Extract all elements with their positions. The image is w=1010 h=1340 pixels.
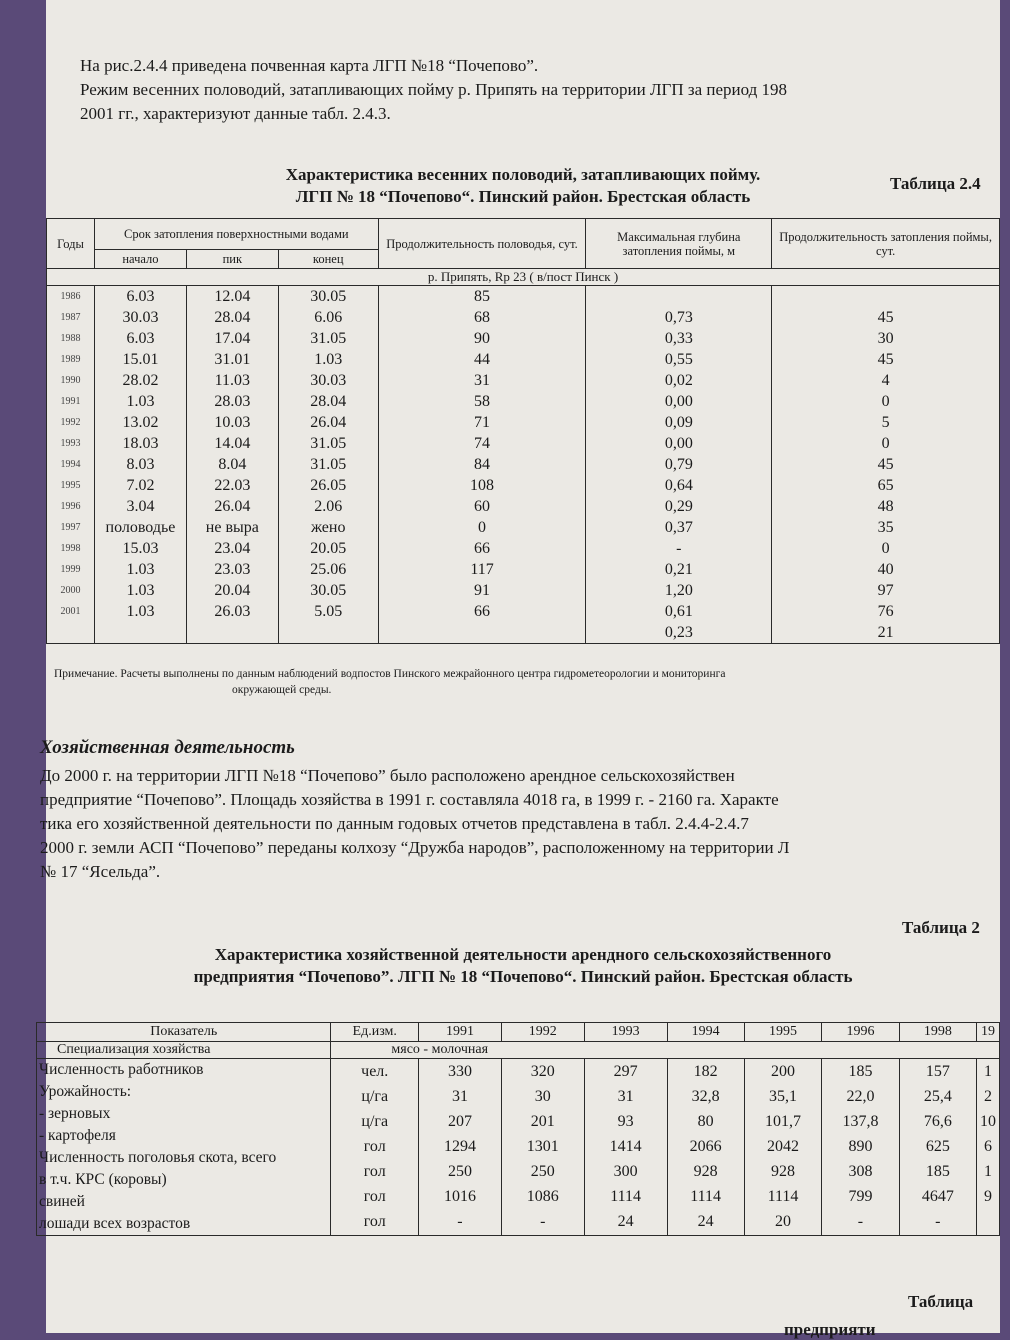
indicator-label: - зерновых bbox=[39, 1105, 111, 1122]
cell-peak: 12.04 bbox=[186, 286, 278, 308]
header-years: Годы bbox=[47, 219, 95, 269]
cell-end: 30.03 bbox=[278, 370, 378, 391]
cell-flood: 45 bbox=[772, 349, 1000, 370]
indicator-label: Урожайность: bbox=[39, 1083, 132, 1100]
cell-value: 625 bbox=[925, 1138, 950, 1155]
cell-end: 26.04 bbox=[278, 412, 378, 433]
cell-value: 137,8 bbox=[842, 1113, 879, 1130]
cell-value: 35,1 bbox=[768, 1088, 797, 1105]
header-duration: Продолжительность половодья, сут. bbox=[378, 219, 586, 269]
cell-value: 2042 bbox=[766, 1138, 799, 1155]
table-row bbox=[47, 391, 1000, 412]
cell-value: 200 bbox=[770, 1063, 795, 1080]
cell-peak: 8.04 bbox=[186, 454, 278, 475]
cell-peak: 28.04 bbox=[186, 307, 278, 328]
cell-end: 31.05 bbox=[278, 328, 378, 349]
cell-value: 928 bbox=[693, 1163, 718, 1180]
cell-depth: 0,23 bbox=[586, 622, 772, 644]
indicator-label: свиней bbox=[39, 1193, 85, 1210]
cell-depth: - bbox=[586, 538, 772, 559]
unit-value: ц/га bbox=[361, 1113, 389, 1130]
cell-peak: 22.03 bbox=[186, 475, 278, 496]
unit-value: чел. bbox=[361, 1063, 389, 1080]
cell-end: 5.05 bbox=[278, 601, 378, 622]
cell-depth: 0,79 bbox=[586, 454, 772, 475]
cell-depth: 1,20 bbox=[586, 580, 772, 601]
cell-depth: 0,00 bbox=[586, 391, 772, 412]
cell-peak: 28.03 bbox=[186, 391, 278, 412]
header-cell: 19 bbox=[976, 1023, 999, 1042]
cell-start: 1.03 bbox=[94, 391, 186, 412]
table1-title-line: Характеристика весенних половодий, затапливающих пойму. bbox=[285, 165, 761, 184]
table-row bbox=[47, 517, 1000, 538]
cell-flood: 0 bbox=[772, 538, 1000, 559]
unit-value: гол bbox=[363, 1163, 386, 1180]
year-column bbox=[976, 1059, 999, 1236]
header-cell: 1998 bbox=[899, 1023, 976, 1042]
cell-dur: 0 bbox=[378, 517, 586, 538]
cell-start: 30.03 bbox=[94, 307, 186, 328]
cell-depth: 0,29 bbox=[586, 496, 772, 517]
cell-value: 24 bbox=[697, 1213, 714, 1230]
cell-dur: 66 bbox=[378, 601, 586, 622]
year-column bbox=[744, 1059, 821, 1236]
body-line: 2000 г. земли АСП “Почепово” переданы колхозу “Дружба народов”, расположенному на территории Л bbox=[40, 838, 790, 857]
indicator-label: лошади всех возрастов bbox=[39, 1215, 191, 1232]
cell-dur: 68 bbox=[378, 307, 586, 328]
cell-flood: 0 bbox=[772, 433, 1000, 454]
cell-peak: 10.03 bbox=[186, 412, 278, 433]
year-column bbox=[419, 1059, 502, 1236]
cell-end: 30.05 bbox=[278, 286, 378, 308]
unit-value: гол bbox=[363, 1188, 386, 1205]
cell-depth bbox=[586, 286, 772, 308]
cell-value: 1016 bbox=[443, 1188, 476, 1205]
cell-value: 330 bbox=[447, 1063, 472, 1080]
cell-value: 799 bbox=[848, 1188, 873, 1205]
year-column bbox=[822, 1059, 899, 1236]
cell-value: 157 bbox=[925, 1063, 950, 1080]
unit-column bbox=[331, 1059, 419, 1236]
cell-value: 300 bbox=[613, 1163, 638, 1180]
cell-dur: 85 bbox=[378, 286, 586, 308]
cell-dur: 117 bbox=[378, 559, 586, 580]
cell-depth: 0,09 bbox=[586, 412, 772, 433]
cell-start: 8.03 bbox=[94, 454, 186, 475]
cell-value: - bbox=[457, 1213, 463, 1230]
table-row bbox=[47, 370, 1000, 391]
cell-value: 24 bbox=[617, 1213, 634, 1230]
cell-value: 207 bbox=[447, 1113, 472, 1130]
cell-flood: 4 bbox=[772, 370, 1000, 391]
table1-number: Таблица 2.4 bbox=[890, 174, 981, 193]
cell-start: 3.04 bbox=[94, 496, 186, 517]
table1-title-line: ЛГП № 18 “Почепово“. Пинский район. Брестская область bbox=[295, 187, 751, 206]
cell-value: 31 bbox=[617, 1088, 634, 1105]
cell-value: 31 bbox=[451, 1088, 468, 1105]
cell-peak: не выра bbox=[186, 517, 278, 538]
cell-depth: 0,37 bbox=[586, 517, 772, 538]
cell-start: 1.03 bbox=[94, 559, 186, 580]
flood-table bbox=[46, 218, 1000, 644]
cell-flood: 97 bbox=[772, 580, 1000, 601]
body-line: До 2000 г. на территории ЛГП №18 “Почепово” было расположено арендное сельскохозяйствен bbox=[40, 766, 735, 785]
cell-value: 25,4 bbox=[923, 1088, 952, 1105]
cell-flood bbox=[772, 286, 1000, 308]
intro-line: 2001 гг., характеризуют данные табл. 2.4.3. bbox=[80, 104, 391, 123]
cell-value: 1114 bbox=[690, 1188, 722, 1205]
cell-value: 20 bbox=[774, 1213, 791, 1230]
cell-flood: 45 bbox=[772, 307, 1000, 328]
cell-year: 1999 bbox=[47, 559, 95, 580]
indicator-label: в т.ч. КРС (коровы) bbox=[39, 1171, 167, 1188]
cell-value: 93 bbox=[617, 1113, 634, 1130]
cell-end: 25.06 bbox=[278, 559, 378, 580]
cell-dur bbox=[378, 622, 586, 644]
header-peak: пик bbox=[186, 250, 278, 269]
cell-end: 30.05 bbox=[278, 580, 378, 601]
header-depth: Максимальная глубина затопления поймы, м bbox=[586, 219, 772, 269]
cell-depth: 0,61 bbox=[586, 601, 772, 622]
cell-year: 1995 bbox=[47, 475, 95, 496]
cell-value: 22,0 bbox=[846, 1088, 875, 1105]
cell-start: 6.03 bbox=[94, 328, 186, 349]
cell-value: 6 bbox=[983, 1138, 992, 1155]
cell-start: 1.03 bbox=[94, 580, 186, 601]
table-row bbox=[47, 307, 1000, 328]
cell-value: 185 bbox=[925, 1163, 950, 1180]
header-cell: 1992 bbox=[501, 1023, 584, 1042]
cell-end: 28.04 bbox=[278, 391, 378, 412]
table-row bbox=[47, 601, 1000, 622]
cell-dur: 71 bbox=[378, 412, 586, 433]
unit-value: гол bbox=[363, 1213, 386, 1230]
cell-value: 1086 bbox=[526, 1188, 559, 1205]
cell-value: 1114 bbox=[767, 1188, 799, 1205]
cell-value: 32,8 bbox=[691, 1088, 720, 1105]
cell-value: 185 bbox=[848, 1063, 873, 1080]
section-heading: Хозяйственная деятельность bbox=[40, 737, 295, 758]
economy-table bbox=[36, 1022, 1000, 1236]
cell-peak: 20.04 bbox=[186, 580, 278, 601]
specialization-label: Специализация хозяйства bbox=[37, 1042, 331, 1059]
table2-title-line: Характеристика хозяйственной деятельности арендного сельскохозяйственного bbox=[214, 945, 832, 964]
header-cell: 1994 bbox=[667, 1023, 744, 1042]
cell-value: 1301 bbox=[526, 1138, 559, 1155]
cell-depth: 0,02 bbox=[586, 370, 772, 391]
cell-value: 320 bbox=[530, 1063, 555, 1080]
body-line: № 17 “Ясельда”. bbox=[40, 862, 161, 881]
note-line: окружающей среды. bbox=[232, 684, 332, 696]
note-line: Примечание. Расчеты выполнены по данным наблюдений водпостов Пинского межрайонного центра гидрометеорологии и мониторинга bbox=[54, 668, 726, 680]
table-row bbox=[47, 286, 1000, 308]
indicator-label: Численность работников bbox=[39, 1061, 204, 1078]
cell-dur: 58 bbox=[378, 391, 586, 412]
unit-value: гол bbox=[363, 1138, 386, 1155]
cell-value: 9 bbox=[983, 1188, 992, 1205]
cell-value: 2 bbox=[983, 1088, 992, 1105]
cell-year bbox=[47, 622, 95, 644]
header-cell: 1993 bbox=[584, 1023, 667, 1042]
cell-year: 1987 bbox=[47, 307, 95, 328]
cell-value: 30 bbox=[534, 1088, 551, 1105]
cell-value: - bbox=[935, 1213, 941, 1230]
cell-year: 1991 bbox=[47, 391, 95, 412]
cell-year: 2000 bbox=[47, 580, 95, 601]
cell-start: 15.03 bbox=[94, 538, 186, 559]
cell-start bbox=[94, 622, 186, 644]
cell-start: 15.01 bbox=[94, 349, 186, 370]
year-column bbox=[501, 1059, 584, 1236]
cell-dur: 84 bbox=[378, 454, 586, 475]
cell-flood: 65 bbox=[772, 475, 1000, 496]
cell-peak: 14.04 bbox=[186, 433, 278, 454]
year-column bbox=[584, 1059, 667, 1236]
cell-depth: 0,73 bbox=[586, 307, 772, 328]
cell-flood: 48 bbox=[772, 496, 1000, 517]
cell-year: 2001 bbox=[47, 601, 95, 622]
table2-title bbox=[46, 944, 1000, 988]
cell-value: 201 bbox=[530, 1113, 555, 1130]
cell-depth: 0,55 bbox=[586, 349, 772, 370]
cell-year: 1989 bbox=[47, 349, 95, 370]
cell-end: 26.05 bbox=[278, 475, 378, 496]
section-body bbox=[40, 764, 1000, 884]
cell-dur: 74 bbox=[378, 433, 586, 454]
header-end: конец bbox=[278, 250, 378, 269]
cell-year: 1986 bbox=[47, 286, 95, 308]
cell-value bbox=[979, 1209, 997, 1234]
cell-value: 1414 bbox=[609, 1138, 642, 1155]
cell-value: 1 bbox=[983, 1163, 992, 1180]
cell-start: 7.02 bbox=[94, 475, 186, 496]
cell-flood: 35 bbox=[772, 517, 1000, 538]
cell-start: 6.03 bbox=[94, 286, 186, 308]
cell-flood: 30 bbox=[772, 328, 1000, 349]
cell-end: 2.06 bbox=[278, 496, 378, 517]
cell-end bbox=[278, 622, 378, 644]
header-start: начало bbox=[94, 250, 186, 269]
header-cell: Ед.изм. bbox=[331, 1023, 419, 1042]
cell-value: 80 bbox=[697, 1113, 714, 1130]
table2-title-line: предприятия “Почепово”. ЛГП № 18 “Почепово“. Пинский район. Брестская область bbox=[193, 967, 853, 986]
cell-value: 1114 bbox=[610, 1188, 641, 1205]
table2-number: Таблица 2 bbox=[902, 918, 980, 937]
cell-peak bbox=[186, 622, 278, 644]
cell-dur: 31 bbox=[378, 370, 586, 391]
cell-year: 1992 bbox=[47, 412, 95, 433]
specialization-value: мясо - молочная bbox=[331, 1042, 1000, 1059]
cell-depth: 0,00 bbox=[586, 433, 772, 454]
cell-value: - bbox=[857, 1213, 864, 1230]
table-row bbox=[47, 454, 1000, 475]
cell-flood: 76 bbox=[772, 601, 1000, 622]
cell-value: 1 bbox=[983, 1063, 992, 1080]
cell-peak: 23.03 bbox=[186, 559, 278, 580]
cell-start: 1.03 bbox=[94, 601, 186, 622]
cell-flood: 0 bbox=[772, 391, 1000, 412]
intro-line: Режим весенних половодий, затапливающих пойму р. Припять на территории ЛГП за период 198 bbox=[80, 80, 788, 99]
unit-value: ц/га bbox=[361, 1088, 389, 1105]
table-row bbox=[47, 475, 1000, 496]
river-row: р. Припять, Rp 23 ( в/пост Пинск ) bbox=[47, 269, 1000, 286]
cell-peak: 11.03 bbox=[186, 370, 278, 391]
header-term: Срок затопления поверхностными водами bbox=[94, 219, 378, 250]
cell-flood: 45 bbox=[772, 454, 1000, 475]
cell-value: 250 bbox=[447, 1163, 472, 1180]
table1-title bbox=[46, 164, 1000, 208]
table-row bbox=[47, 622, 1000, 644]
table-row bbox=[47, 412, 1000, 433]
cell-flood: 21 bbox=[772, 622, 1000, 644]
cell-year: 1996 bbox=[47, 496, 95, 517]
cell-flood: 5 bbox=[772, 412, 1000, 433]
cell-end: жено bbox=[278, 517, 378, 538]
indicator-label: Численность поголовья скота, всего bbox=[39, 1149, 277, 1166]
book-page bbox=[39, 0, 1000, 1339]
cell-peak: 26.03 bbox=[186, 601, 278, 622]
header-cell: 1995 bbox=[744, 1023, 821, 1042]
header-cell: 1991 bbox=[419, 1023, 502, 1042]
year-column bbox=[667, 1059, 744, 1236]
year-column bbox=[899, 1059, 976, 1236]
cell-end: 31.05 bbox=[278, 433, 378, 454]
cell-value: 928 bbox=[770, 1163, 795, 1180]
cell-year: 1988 bbox=[47, 328, 95, 349]
cell-year: 1998 bbox=[47, 538, 95, 559]
table-row bbox=[47, 496, 1000, 517]
cell-dur: 90 bbox=[378, 328, 586, 349]
cell-dur: 44 bbox=[378, 349, 586, 370]
cell-year: 1994 bbox=[47, 454, 95, 475]
table-row bbox=[47, 349, 1000, 370]
cell-peak: 23.04 bbox=[186, 538, 278, 559]
cell-value: 101,7 bbox=[764, 1113, 801, 1130]
cell-value: - bbox=[540, 1213, 546, 1230]
indicator-label: - картофеля bbox=[39, 1127, 116, 1144]
table-row bbox=[47, 538, 1000, 559]
cell-value: 2066 bbox=[689, 1138, 722, 1155]
table-row bbox=[47, 433, 1000, 454]
cell-year: 1990 bbox=[47, 370, 95, 391]
intro-text bbox=[80, 54, 1010, 126]
cell-value: 4647 bbox=[921, 1188, 954, 1205]
body-line: предприятие “Почепово”. Площадь хозяйства в 1991 г. составляла 4018 га, в 1999 г. - 2160 га. Характе bbox=[40, 790, 779, 809]
cell-value: 308 bbox=[848, 1163, 873, 1180]
cell-start: 13.02 bbox=[94, 412, 186, 433]
table-row bbox=[47, 580, 1000, 601]
cell-value: 250 bbox=[530, 1163, 555, 1180]
cell-year: 1993 bbox=[47, 433, 95, 454]
body-line: тика его хозяйственной деятельности по данным годовых отчетов представлена в табл. 2.4.4-2.4.7 bbox=[40, 814, 749, 833]
cell-depth: 0,33 bbox=[586, 328, 772, 349]
cell-flood: 40 bbox=[772, 559, 1000, 580]
cell-value: 182 bbox=[693, 1063, 718, 1080]
cell-value: 1294 bbox=[443, 1138, 476, 1155]
cell-value: 76,6 bbox=[923, 1113, 952, 1130]
cell-year: 1997 bbox=[47, 517, 95, 538]
header-flood-duration: Продолжительность затопления поймы, сут. bbox=[772, 219, 1000, 269]
table-row bbox=[47, 559, 1000, 580]
cell-start: 28.02 bbox=[94, 370, 186, 391]
footer-table-label: Таблица bbox=[908, 1292, 974, 1311]
cell-dur: 60 bbox=[378, 496, 586, 517]
footer-fragment: предприяти bbox=[784, 1320, 876, 1339]
cell-peak: 26.04 bbox=[186, 496, 278, 517]
header-cell: 1996 bbox=[822, 1023, 899, 1042]
cell-peak: 31.01 bbox=[186, 349, 278, 370]
cell-value: 297 bbox=[613, 1063, 638, 1080]
cell-start: половодье bbox=[94, 517, 186, 538]
cell-dur: 91 bbox=[378, 580, 586, 601]
indicator-list bbox=[37, 1059, 331, 1236]
cell-value: 890 bbox=[848, 1138, 873, 1155]
cell-depth: 0,64 bbox=[586, 475, 772, 496]
cell-end: 1.03 bbox=[278, 349, 378, 370]
cell-end: 6.06 bbox=[278, 307, 378, 328]
cell-value: 10 bbox=[979, 1113, 996, 1130]
intro-line: На рис.2.4.4 приведена почвенная карта ЛГП №18 “Почепово”. bbox=[80, 56, 539, 75]
cell-dur: 66 bbox=[378, 538, 586, 559]
cell-dur: 108 bbox=[378, 475, 586, 496]
cell-end: 20.05 bbox=[278, 538, 378, 559]
cell-start: 18.03 bbox=[94, 433, 186, 454]
cell-end: 31.05 bbox=[278, 454, 378, 475]
header-cell: Показатель bbox=[37, 1023, 331, 1042]
table-row bbox=[47, 328, 1000, 349]
cell-peak: 17.04 bbox=[186, 328, 278, 349]
cell-depth: 0,21 bbox=[586, 559, 772, 580]
table1-note bbox=[54, 666, 994, 698]
